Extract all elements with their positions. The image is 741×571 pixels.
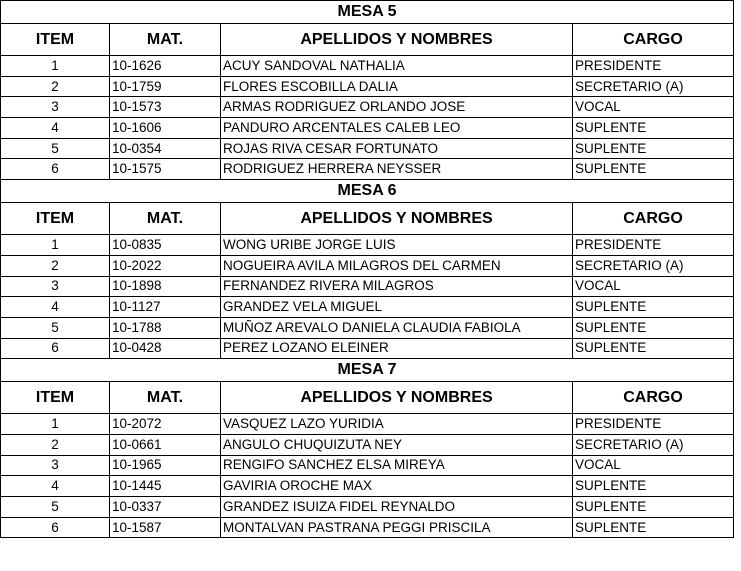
item-cell: 6 (1, 338, 110, 359)
mat-cell: 10-0661 (110, 434, 221, 455)
table-row (1, 434, 734, 455)
table-row (1, 235, 734, 256)
mat-cell: 10-0428 (110, 338, 221, 359)
cargo-cell: VOCAL (573, 276, 734, 297)
mat-cell: 10-1898 (110, 276, 221, 297)
table-row (1, 517, 734, 538)
item-cell: 3 (1, 97, 110, 118)
item-cell: 1 (1, 414, 110, 435)
cargo-cell: PRESIDENTE (573, 235, 734, 256)
column-header-row (1, 203, 734, 235)
cargo-cell: VOCAL (573, 97, 734, 118)
name-cell: FERNANDEZ RIVERA MILAGROS (221, 276, 573, 297)
name-cell: MUÑOZ AREVALO DANIELA CLAUDIA FABIOLA (221, 317, 573, 338)
mat-cell: 10-2072 (110, 414, 221, 435)
table-row (1, 497, 734, 518)
mat-cell: 10-1445 (110, 476, 221, 497)
item-cell: 1 (1, 56, 110, 77)
column-header-mat: MAT. (110, 382, 221, 414)
table-row (1, 97, 734, 118)
mesa-title: MESA 5 (1, 1, 734, 24)
cargo-cell: SUPLENTE (573, 497, 734, 518)
mesa-title-row (1, 180, 734, 203)
item-cell: 2 (1, 434, 110, 455)
column-header-cargo: CARGO (573, 382, 734, 414)
table-row (1, 255, 734, 276)
cargo-cell: SUPLENTE (573, 159, 734, 180)
cargo-cell: SUPLENTE (573, 138, 734, 159)
column-header-name: APELLIDOS Y NOMBRES (221, 24, 573, 56)
mat-cell: 10-1127 (110, 297, 221, 318)
name-cell: ANGULO CHUQUIZUTA NEY (221, 434, 573, 455)
mesa-title: MESA 7 (1, 359, 734, 382)
table-row (1, 455, 734, 476)
mat-cell: 10-0835 (110, 235, 221, 256)
item-cell: 1 (1, 235, 110, 256)
mat-cell: 10-1788 (110, 317, 221, 338)
item-cell: 6 (1, 517, 110, 538)
item-cell: 4 (1, 297, 110, 318)
item-cell: 2 (1, 255, 110, 276)
mat-cell: 10-1575 (110, 159, 221, 180)
mat-cell: 10-2022 (110, 255, 221, 276)
column-header-row (1, 24, 734, 56)
name-cell: PEREZ LOZANO ELEINER (221, 338, 573, 359)
table-row (1, 338, 734, 359)
item-cell: 2 (1, 76, 110, 97)
table-row (1, 138, 734, 159)
table-row (1, 414, 734, 435)
table-row (1, 118, 734, 139)
item-cell: 5 (1, 317, 110, 338)
name-cell: PANDURO ARCENTALES CALEB LEO (221, 118, 573, 139)
cargo-cell: SECRETARIO (A) (573, 76, 734, 97)
mat-cell: 10-1626 (110, 56, 221, 77)
cargo-cell: SUPLENTE (573, 517, 734, 538)
cargo-cell: SUPLENTE (573, 317, 734, 338)
mat-cell: 10-1587 (110, 517, 221, 538)
column-header-mat: MAT. (110, 24, 221, 56)
column-header-name: APELLIDOS Y NOMBRES (221, 382, 573, 414)
item-cell: 3 (1, 276, 110, 297)
mat-cell: 10-1759 (110, 76, 221, 97)
item-cell: 3 (1, 455, 110, 476)
cargo-cell: VOCAL (573, 455, 734, 476)
name-cell: ROJAS RIVA CESAR FORTUNATO (221, 138, 573, 159)
name-cell: GRANDEZ ISUIZA FIDEL REYNALDO (221, 497, 573, 518)
table-row (1, 76, 734, 97)
item-cell: 4 (1, 476, 110, 497)
mat-cell: 10-0337 (110, 497, 221, 518)
name-cell: RODRIGUEZ HERRERA NEYSSER (221, 159, 573, 180)
column-header-row (1, 382, 734, 414)
column-header-cargo: CARGO (573, 203, 734, 235)
name-cell: RENGIFO SANCHEZ ELSA MIREYA (221, 455, 573, 476)
cargo-cell: PRESIDENTE (573, 56, 734, 77)
table-row (1, 317, 734, 338)
name-cell: GAVIRIA OROCHE MAX (221, 476, 573, 497)
mat-cell: 10-1573 (110, 97, 221, 118)
mesa-title: MESA 6 (1, 180, 734, 203)
mat-cell: 10-1606 (110, 118, 221, 139)
mesa-title-row (1, 359, 734, 382)
table-row (1, 297, 734, 318)
mat-cell: 10-1965 (110, 455, 221, 476)
name-cell: VASQUEZ LAZO YURIDIA (221, 414, 573, 435)
cargo-cell: SUPLENTE (573, 338, 734, 359)
column-header-item: ITEM (1, 24, 110, 56)
cargo-cell: SUPLENTE (573, 118, 734, 139)
table-row (1, 56, 734, 77)
column-header-name: APELLIDOS Y NOMBRES (221, 203, 573, 235)
name-cell: GRANDEZ VELA MIGUEL (221, 297, 573, 318)
name-cell: WONG URIBE JORGE LUIS (221, 235, 573, 256)
column-header-cargo: CARGO (573, 24, 734, 56)
mesas-table-body (1, 1, 734, 538)
column-header-mat: MAT. (110, 203, 221, 235)
name-cell: MONTALVAN PASTRANA PEGGI PRISCILA (221, 517, 573, 538)
item-cell: 6 (1, 159, 110, 180)
name-cell: FLORES ESCOBILLA DALIA (221, 76, 573, 97)
name-cell: NOGUEIRA AVILA MILAGROS DEL CARMEN (221, 255, 573, 276)
table-row (1, 276, 734, 297)
mat-cell: 10-0354 (110, 138, 221, 159)
item-cell: 5 (1, 497, 110, 518)
cargo-cell: SECRETARIO (A) (573, 255, 734, 276)
table-row (1, 476, 734, 497)
item-cell: 5 (1, 138, 110, 159)
cargo-cell: SUPLENTE (573, 297, 734, 318)
cargo-cell: SECRETARIO (A) (573, 434, 734, 455)
column-header-item: ITEM (1, 382, 110, 414)
cargo-cell: SUPLENTE (573, 476, 734, 497)
name-cell: ARMAS RODRIGUEZ ORLANDO JOSE (221, 97, 573, 118)
column-header-item: ITEM (1, 203, 110, 235)
name-cell: ACUY SANDOVAL NATHALIA (221, 56, 573, 77)
table-row (1, 159, 734, 180)
item-cell: 4 (1, 118, 110, 139)
cargo-cell: PRESIDENTE (573, 414, 734, 435)
mesa-title-row (1, 1, 734, 24)
